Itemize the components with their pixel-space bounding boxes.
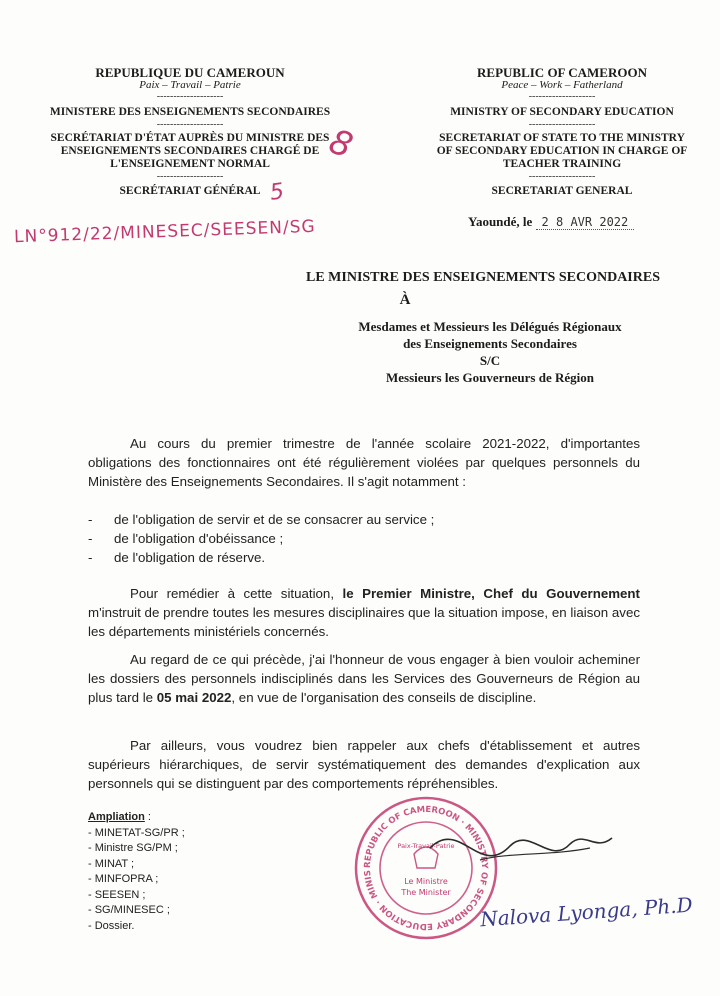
- handwritten-mark-left: 5: [268, 179, 286, 206]
- list-item: - de l'obligation de réserve.: [88, 550, 266, 565]
- prime-minister-bold: le Premier Ministre, Chef du Gouvernement: [342, 586, 640, 601]
- left-header: [40, 66, 340, 198]
- right-header: [412, 66, 712, 198]
- left-motto: Paix – Travail – Patrie: [139, 79, 241, 91]
- list-item: - SG/MINESEC ;: [88, 904, 170, 916]
- handwritten-mark-right: 8: [323, 121, 358, 167]
- recipient-line-4: Messieurs les Gouverneurs de Région: [386, 370, 594, 385]
- paragraph-2: Pour remédier à cette situation, le Premier Ministre, Chef du Gouvernement m'instruit de prendre toutes les mesures disciplinaires que la situation impose, en liaison avec les départements ministériels concernés.: [88, 586, 640, 639]
- list-item: - Dossier.: [88, 919, 135, 932]
- handwritten-reference: LN°912/22/MINESEC/SEESEN/SG: [13, 216, 316, 248]
- list-item: - de l'obligation d'obéissance ;: [88, 531, 284, 546]
- right-dashes2: --------------------: [528, 119, 596, 130]
- list-item: - de l'obligation de servir et de se consacrer au service ;: [88, 512, 435, 527]
- left-secretariat-1: SECRÉTARIAT D'ÉTAT AUPRÈS DU MINISTRE DES: [50, 132, 330, 144]
- to-line: À: [399, 292, 411, 308]
- right-ministry: MINISTRY OF SECONDARY EDUCATION: [450, 106, 674, 118]
- left-dashes2: --------------------: [156, 119, 224, 130]
- sender-line: LE MINISTRE DES ENSEIGNEMENTS SECONDAIRES: [306, 270, 660, 285]
- ampliation-title: Ampliation: [88, 811, 145, 823]
- signatory-name: Nalova Lyonga, Ph.D: [479, 892, 694, 932]
- obligations-list: [88, 510, 628, 567]
- right-dashes: --------------------: [528, 91, 596, 102]
- svg-text:Paix-Travail-Patrie: Paix-Travail-Patrie: [397, 842, 455, 850]
- right-country: REPUBLIC OF CAMEROON: [477, 65, 647, 80]
- deadline-bold: 05 mai 2022: [156, 690, 232, 705]
- date-stamp: 2 8 AVR 2022: [536, 215, 635, 230]
- left-dashes3: --------------------: [156, 171, 224, 182]
- list-item: - MINETAT-SG/PR ;: [88, 826, 185, 839]
- recipient-line-1: Mesdames et Messieurs les Délégués Régionaux: [358, 319, 622, 334]
- left-ministry: MINISTERE DES ENSEIGNEMENTS SECONDAIRES: [49, 106, 331, 118]
- left-dashes: --------------------: [156, 91, 224, 102]
- recipient-line-2: des Enseignements Secondaires: [403, 336, 577, 351]
- left-secretariat-2: ENSEIGNEMENTS SECONDAIRES CHARGÉ DE: [60, 145, 320, 157]
- paragraph-4: Par ailleurs, vous voudrez bien rappeler aux chefs d'établissement et autres supérieurs hiérarchiques, de servir systématiquement des demandes d'explication aux personnels qui se distinguent par des comportements répréhensibles.: [88, 738, 640, 791]
- ampliation-block: [88, 810, 185, 934]
- right-motto: Peace – Work – Fatherland: [501, 79, 623, 91]
- list-item: - MINAT ;: [88, 857, 135, 870]
- date-prefix: Yaoundé, le: [468, 214, 533, 229]
- svg-text:The Minister: The Minister: [401, 888, 451, 897]
- left-country: REPUBLIQUE DU CAMEROUN: [95, 65, 285, 80]
- signature-scribble: [420, 808, 620, 888]
- right-dashes3: --------------------: [528, 171, 596, 182]
- left-secretariat-3: L'ENSEIGNEMENT NORMAL: [110, 158, 270, 170]
- list-item: - SEESEN ;: [88, 888, 146, 901]
- recipient-block: [330, 318, 650, 386]
- recipient-line-3: S/C: [479, 353, 501, 368]
- left-general: SECRÉTARIAT GÉNÉRAL: [119, 185, 261, 197]
- paragraph-3: Au regard de ce qui précède, j'ai l'honneur de vous engager à bien vouloir acheminer les dossiers des personnels indisciplinés dans les Services des Gouverneurs de Région au plus tard le 05 mai 2022, en vue de l'organisation des conseils de discipline.: [88, 652, 640, 705]
- right-secretariat-1: SECRETARIAT OF STATE TO THE MINISTRY: [439, 132, 685, 144]
- paragraph-1: Au cours du premier trimestre de l'année scolaire 2021-2022, d'importantes obligations des fonctionnaires ont été régulièrement violées par quelques personnels du Ministère des Enseignements Secondaires. Il s'agit notamment :: [88, 436, 640, 489]
- right-general: SECRETARIAT GENERAL: [491, 185, 633, 197]
- svg-text:Le Ministre: Le Ministre: [404, 877, 448, 886]
- svg-text:REPUBLIC OF CAMEROON · MINISTR: REPUBLIC OF CAMEROON · MINISTRY OF SECONDARY EDUCATION · MINIS: [362, 804, 490, 932]
- right-secretariat-3: TEACHER TRAINING: [502, 158, 622, 170]
- list-item: - MINFOPRA ;: [88, 873, 159, 885]
- right-secretariat-2: OF SECONDARY EDUCATION IN CHARGE OF: [436, 145, 688, 157]
- list-item: - Ministre SG/PM ;: [88, 842, 178, 854]
- date-line: [468, 214, 708, 230]
- ampliation-title-row: Ampliation :: [88, 811, 151, 823]
